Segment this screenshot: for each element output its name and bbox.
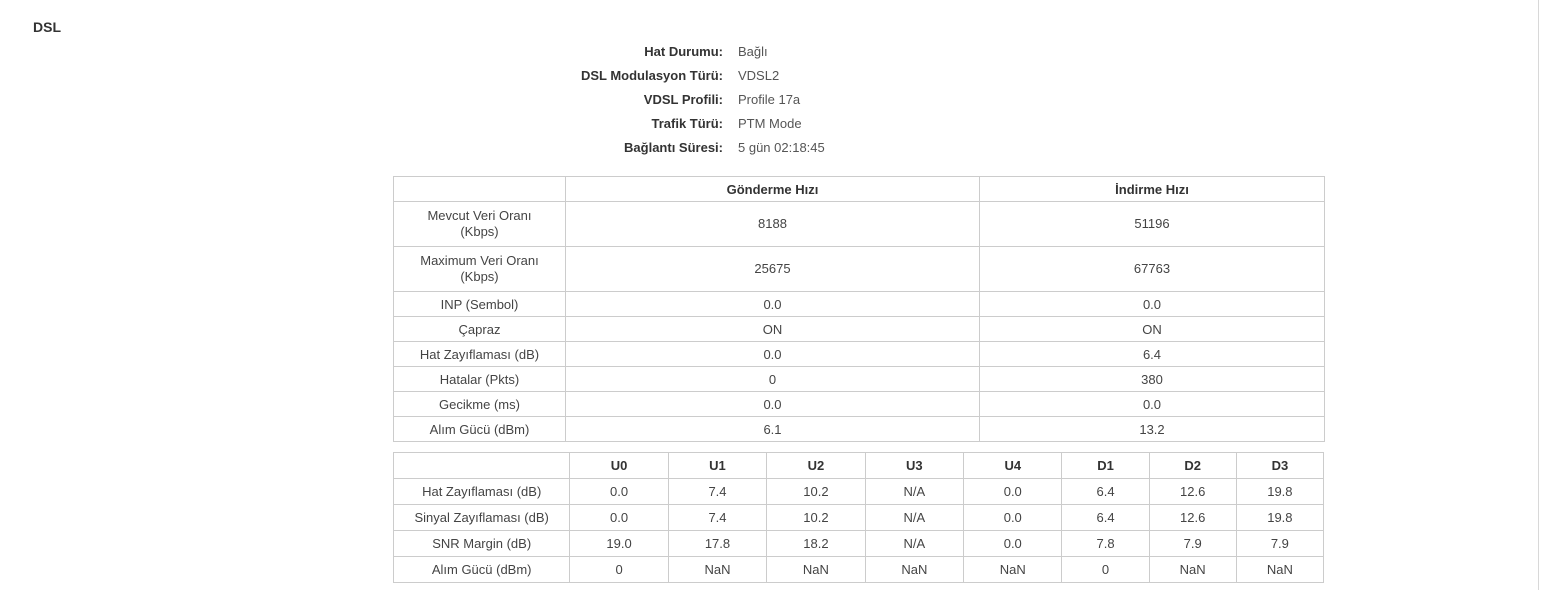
cell-band-value: 19.8 (1236, 505, 1323, 531)
cell-band-value: NaN (865, 557, 963, 583)
band-table-header-u4: U4 (964, 453, 1062, 479)
band-table-header-d2: D2 (1149, 453, 1236, 479)
row-label-inp: INP (Sembol) (394, 292, 566, 317)
dsl-band-table (393, 452, 1324, 583)
row-label-current-rate (394, 202, 566, 247)
table-row (394, 342, 1325, 367)
table-row (394, 479, 1324, 505)
table-header-row (394, 177, 1325, 202)
cell-band-value: 0.0 (570, 505, 668, 531)
row-label-max-rate (394, 247, 566, 292)
cell-band-value: 10.2 (767, 505, 865, 531)
summary-row-modulation-type (400, 68, 960, 92)
rate-table-corner-cell (394, 177, 566, 202)
cell-band-value: 18.2 (767, 531, 865, 557)
cell-band-value: 10.2 (767, 479, 865, 505)
summary-value: Bağlı (738, 44, 768, 59)
row-label-band-receive-power: Alım Gücü (dBm) (394, 557, 570, 583)
table-row (394, 317, 1325, 342)
cell-receive-power-upstream: 6.1 (566, 417, 980, 442)
cell-max-rate-downstream: 67763 (980, 247, 1325, 292)
cell-interleave-upstream: ON (566, 317, 980, 342)
table-row (394, 557, 1324, 583)
table-row (394, 505, 1324, 531)
cell-line-attenuation-upstream: 0.0 (566, 342, 980, 367)
row-label-line2: (Kbps) (460, 269, 499, 284)
table-row (394, 417, 1325, 442)
summary-label: Trafik Türü: (651, 116, 723, 131)
table-row (394, 531, 1324, 557)
summary-label: Hat Durumu: (644, 44, 723, 59)
summary-value: PTM Mode (738, 116, 802, 131)
band-table-header-u3: U3 (865, 453, 963, 479)
cell-band-value: 7.4 (668, 505, 766, 531)
rate-table-header-downstream: İndirme Hızı (980, 177, 1325, 202)
table-row (394, 292, 1325, 317)
summary-row-traffic-type (400, 116, 960, 140)
summary-row-vdsl-profile (400, 92, 960, 116)
row-label-line2: (Kbps) (460, 224, 499, 239)
cell-band-value: 6.4 (1062, 505, 1149, 531)
dsl-rate-table (393, 176, 1325, 442)
row-label-line-attenuation: Hat Zayıflaması (dB) (394, 342, 566, 367)
cell-band-value: 0.0 (964, 505, 1062, 531)
summary-label: VDSL Profili: (643, 92, 723, 107)
cell-band-value: 19.0 (570, 531, 668, 557)
cell-band-value: 12.6 (1149, 479, 1236, 505)
rate-table-header-upstream: Gönderme Hızı (566, 177, 980, 202)
page-title: DSL (33, 19, 61, 35)
cell-delay-upstream: 0.0 (566, 392, 980, 417)
cell-delay-downstream: 0.0 (980, 392, 1325, 417)
cell-band-value: 12.6 (1149, 505, 1236, 531)
cell-band-value: 7.9 (1236, 531, 1323, 557)
band-table-header-u1: U1 (668, 453, 766, 479)
cell-band-value: N/A (865, 505, 963, 531)
summary-label: DSL Modulasyon Türü: (580, 68, 723, 83)
cell-line-attenuation-downstream: 6.4 (980, 342, 1325, 367)
cell-receive-power-downstream: 13.2 (980, 417, 1325, 442)
cell-band-value: 0 (1062, 557, 1149, 583)
cell-inp-downstream: 0.0 (980, 292, 1325, 317)
cell-errors-downstream: 380 (980, 367, 1325, 392)
cell-band-value: 17.8 (668, 531, 766, 557)
cell-band-value: 0.0 (964, 531, 1062, 557)
cell-band-value: N/A (865, 531, 963, 557)
cell-band-value: N/A (865, 479, 963, 505)
summary-value: Profile 17a (738, 92, 801, 107)
summary-value: 5 gün 02:18:45 (738, 140, 825, 155)
table-row (394, 247, 1325, 292)
summary-value: VDSL2 (738, 68, 780, 83)
cell-band-value: 0 (570, 557, 668, 583)
cell-band-value: NaN (767, 557, 865, 583)
cell-band-value: NaN (668, 557, 766, 583)
cell-max-rate-upstream: 25675 (566, 247, 980, 292)
summary-label: Bağlantı Süresi: (624, 140, 723, 155)
band-table-header-u0: U0 (570, 453, 668, 479)
cell-band-value: NaN (1149, 557, 1236, 583)
cell-inp-upstream: 0.0 (566, 292, 980, 317)
dsl-summary-list (400, 44, 960, 164)
cell-errors-upstream: 0 (566, 367, 980, 392)
table-header-row (394, 453, 1324, 479)
cell-band-value: 7.9 (1149, 531, 1236, 557)
row-label-errors: Hatalar (Pkts) (394, 367, 566, 392)
cell-band-value: 6.4 (1062, 479, 1149, 505)
cell-band-value: NaN (1236, 557, 1323, 583)
band-table-corner-cell (394, 453, 570, 479)
table-row (394, 367, 1325, 392)
cell-current-rate-downstream: 51196 (980, 202, 1325, 247)
cell-band-value: 19.8 (1236, 479, 1323, 505)
table-row (394, 392, 1325, 417)
row-label-line1: Maximum Veri Oranı (420, 253, 539, 268)
cell-band-value: 0.0 (570, 479, 668, 505)
band-table-header-d1: D1 (1062, 453, 1149, 479)
cell-interleave-downstream: ON (980, 317, 1325, 342)
cell-band-value: NaN (964, 557, 1062, 583)
row-label-delay: Gecikme (ms) (394, 392, 566, 417)
cell-band-value: 7.4 (668, 479, 766, 505)
band-table-header-d3: D3 (1236, 453, 1323, 479)
cell-band-value: 7.8 (1062, 531, 1149, 557)
row-label-signal-attenuation: Sinyal Zayıflaması (dB) (394, 505, 570, 531)
cell-current-rate-upstream: 8188 (566, 202, 980, 247)
row-label-receive-power: Alım Gücü (dBm) (394, 417, 566, 442)
band-table-header-u2: U2 (767, 453, 865, 479)
row-label-band-line-attenuation: Hat Zayıflaması (dB) (394, 479, 570, 505)
summary-row-line-status (400, 44, 960, 68)
row-label-interleave: Çapraz (394, 317, 566, 342)
table-row (394, 202, 1325, 247)
summary-row-uptime (400, 140, 960, 164)
cell-band-value: 0.0 (964, 479, 1062, 505)
page-right-divider (1538, 0, 1539, 590)
row-label-line1: Mevcut Veri Oranı (427, 208, 532, 223)
row-label-snr-margin: SNR Margin (dB) (394, 531, 570, 557)
